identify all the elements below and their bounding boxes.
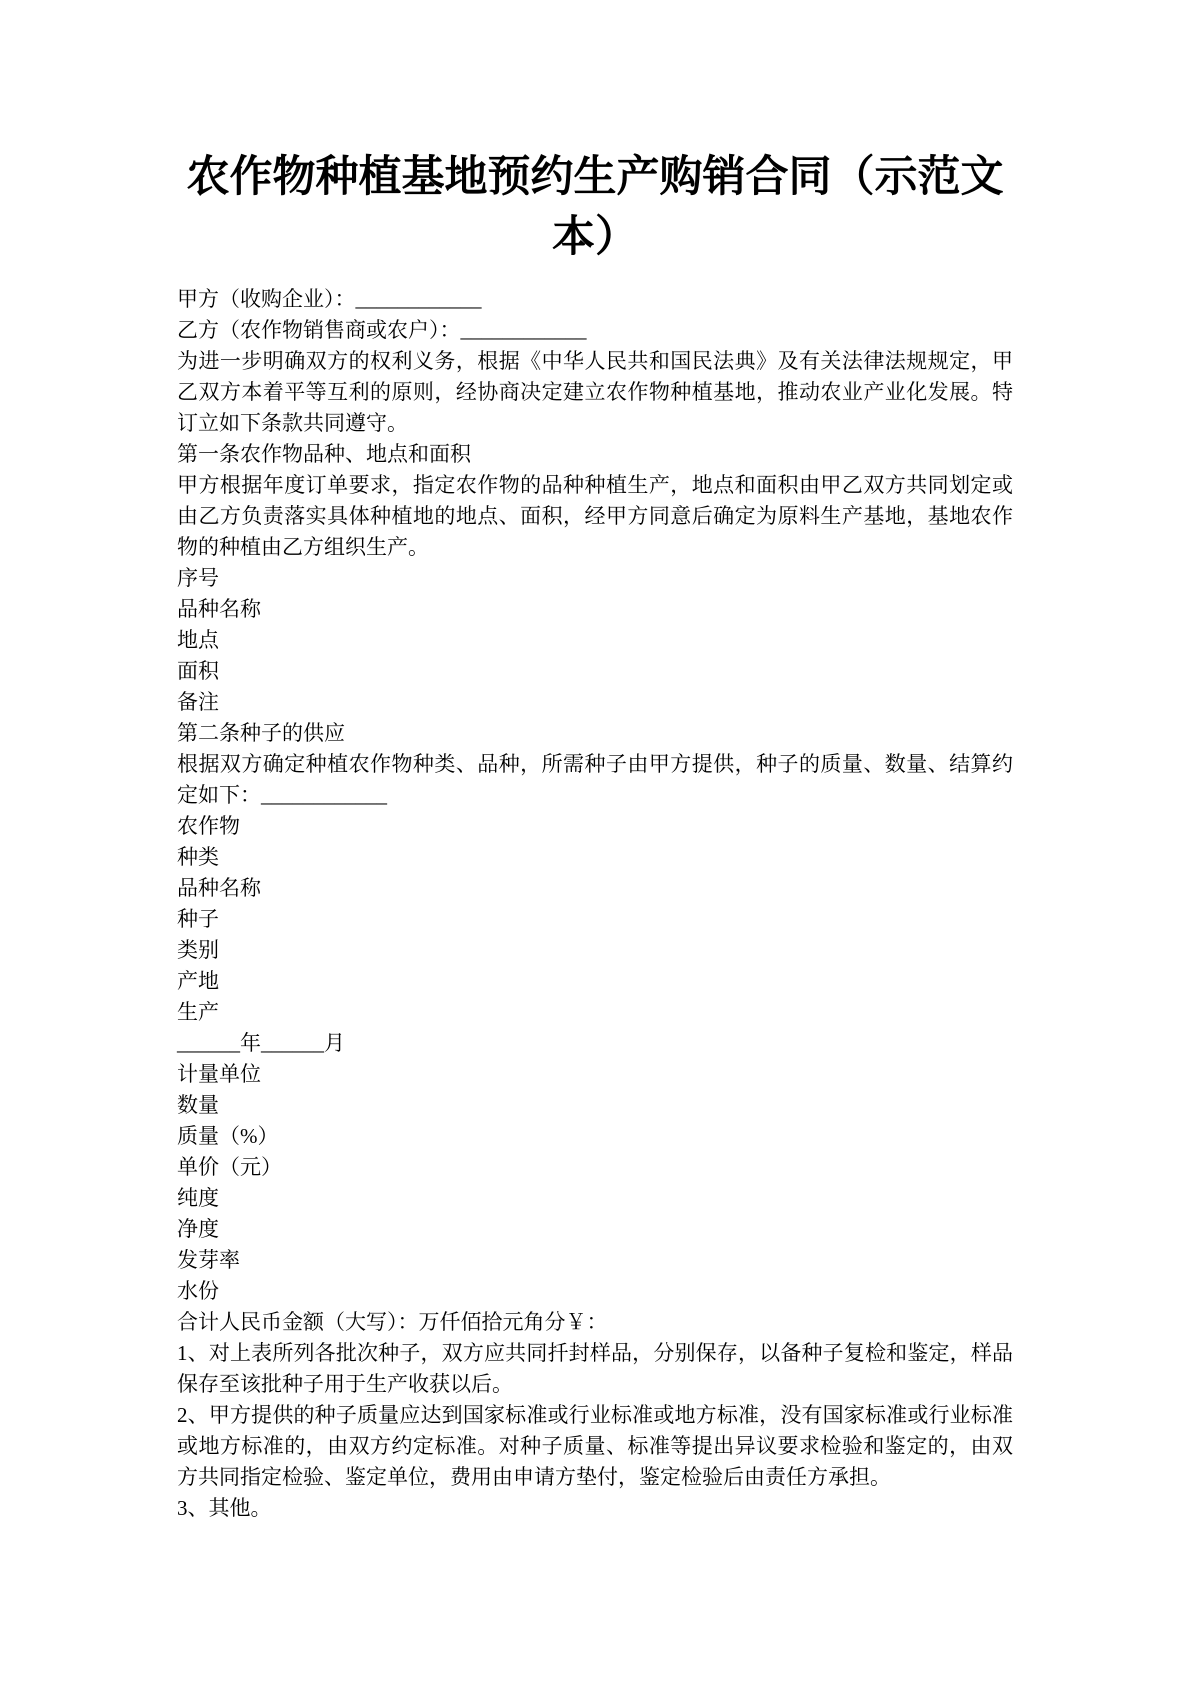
party-b-line: 乙方（农作物销售商或农户）：____________ [177, 318, 587, 342]
seed-item-1: 1、对上表所列各批次种子，双方应共同扦封样品，分别保存，以备种子复检和鉴定，样品保存至该批种子用于生产收获以后。 [177, 1341, 1013, 1396]
field-moisture: 水份 [177, 1279, 219, 1303]
clause-1-body: 甲方根据年度订单要求，指定农作物的品种种植生产，地点和面积由甲乙双方共同划定或由乙方负责落实具体种植地的地点、面积，经甲方同意后确定为原料生产基地，基地农作物的种植由乙方组织生产。 [177, 473, 1013, 559]
field-serial-no: 序号 [177, 566, 219, 590]
field-quantity: 数量 [177, 1093, 219, 1117]
party-a-line: 甲方（收购企业）：____________ [177, 287, 482, 311]
field-unit: 计量单位 [177, 1062, 261, 1086]
seed-item-3: 3、其他。 [177, 1496, 272, 1520]
field-production: 生产 [177, 1000, 219, 1024]
field-variety-name: 品种名称 [177, 597, 261, 621]
clause-1-heading: 第一条农作物品种、地点和面积 [177, 442, 471, 466]
field-purity: 纯度 [177, 1186, 219, 1210]
clause-2-heading: 第二条种子的供应 [177, 721, 345, 745]
seed-item-2: 2、甲方提供的种子质量应达到国家标准或行业标准或地方标准，没有国家标准或行业标准或地方标准的，由双方约定标准。对种子质量、标准等提出异议要求检验和鉴定的，由双方共同指定检验、鉴定单位，费用由申请方垫付，鉴定检验后由责任方承担。 [177, 1403, 1013, 1489]
field-germination-rate: 发芽率 [177, 1248, 240, 1272]
field-unit-price: 单价（元） [177, 1155, 282, 1179]
field-variety-name-2: 品种名称 [177, 876, 261, 900]
field-seed: 种子 [177, 907, 219, 931]
clause-2-body: 根据双方确定种植农作物种类、品种，所需种子由甲方提供，种子的质量、数量、结算约定如下：____________ [177, 752, 1013, 807]
field-area: 面积 [177, 659, 219, 683]
field-production-date: ______年______月 [177, 1031, 345, 1055]
document-body [177, 284, 1013, 1524]
field-cleanliness: 净度 [177, 1217, 219, 1241]
field-type: 种类 [177, 845, 219, 869]
field-class: 类别 [177, 938, 219, 962]
field-location: 地点 [177, 628, 219, 652]
document-title: 农作物种植基地预约生产购销合同（示范文本） [186, 154, 1004, 261]
field-origin: 产地 [177, 969, 219, 993]
total-amount-line: 合计人民币金额（大写）：万仟佰拾元角分￥： [177, 1310, 608, 1334]
field-remarks: 备注 [177, 690, 219, 714]
preamble: 为进一步明确双方的权利义务，根据《中华人民共和国民法典》及有关法律法规规定，甲乙双方本着平等互利的原则，经协商决定建立农作物种植基地，推动农业产业化发展。特订立如下条款共同遵守。 [177, 349, 1013, 435]
field-crop: 农作物 [177, 814, 240, 838]
field-quality-percent: 质量（%） [177, 1124, 279, 1148]
